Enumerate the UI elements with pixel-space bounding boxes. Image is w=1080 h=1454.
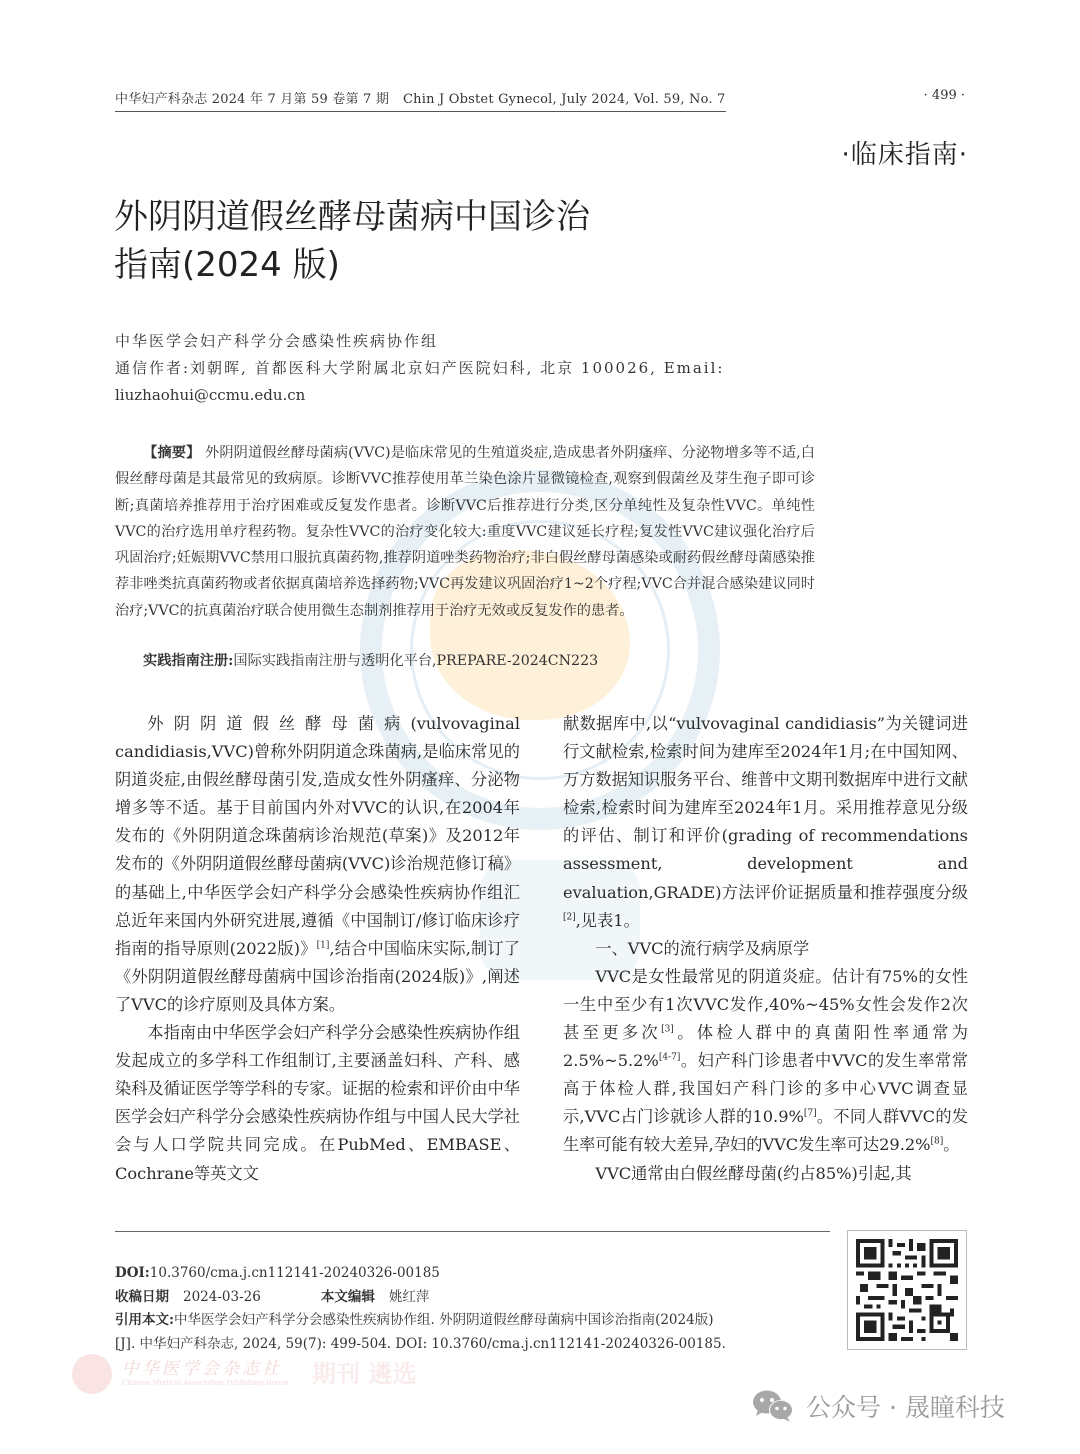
received-date: 2024-03-26 xyxy=(183,1288,261,1305)
paragraph-text: 献数据库中,以“vulvovaginal candidiasis”为关键词进行文献检索,检索时间为建库至2024年1月;在中国知网、万方数据知识服务平台、维普中文期刊数据库中进行文献检索,检索时间为建库至2024年1月。采用推荐意见分级的评估、制订和评价(grading of recommendations assessment, development and evaluation,GRADE)方法评价证据质量和推荐强度分级 xyxy=(563,714,968,902)
publisher-flower-icon xyxy=(72,1354,112,1394)
paragraph-text: ,见表1。 xyxy=(575,910,640,930)
paragraph-intro xyxy=(115,710,520,1019)
body-column-left xyxy=(115,710,520,1188)
abstract-label: 【摘要】 xyxy=(143,445,201,461)
received-label: 收稿日期 xyxy=(115,1288,169,1305)
doi-line xyxy=(115,1262,835,1286)
citation-ref[interactable]: [1] xyxy=(316,940,330,951)
citation-ref[interactable]: [2] xyxy=(563,912,576,923)
page-number: · 499 · xyxy=(923,88,965,103)
footer-divider xyxy=(115,1231,830,1232)
journal-name-en: Chin J Obstet Gynecol, July 2024, Vol. 59, No. 7 xyxy=(403,92,726,107)
body-column-right xyxy=(563,710,968,1188)
qr-code-icon[interactable] xyxy=(847,1230,967,1350)
paragraph-text: 。不同人群VVC的发生率可能有较大差异,孕妇的VVC发生率可达29.2% xyxy=(563,1107,969,1155)
author-group: 中华医学会妇产科学分会感染性疾病协作组 xyxy=(115,332,439,350)
paragraph-methods: 本指南由中华医学会妇产科学分会感染性疾病协作组发起成立的多学科工作组制订,主要涵盖妇科、产科、感染科及循证医学等学科的专家。证据的检索和评价由中华医学会妇产科学分会感染性疾病协作组与中国人民大学社会与人口学院共同完成。在PubMed、EMBASE、Cochrane等英文文 xyxy=(115,1023,520,1183)
qr-code-graphic xyxy=(856,1239,958,1341)
paragraph-text: ,结合中国临床实际,制订了《外阴阴道假丝酵母菌病中国诊治指南(2024版)》,阐述了VVC的诊疗原则及具体方案。 xyxy=(115,938,520,1014)
citation-line-1 xyxy=(115,1309,835,1333)
corresponding-author: 通信作者:刘朝晖, 首都医科大学附属北京妇产医院妇科, 北京 100026, Email: xyxy=(115,359,725,377)
citation-ref[interactable]: [7] xyxy=(803,1108,817,1119)
wechat-account-label: 公众号 · 晟瞳科技 xyxy=(806,1393,1005,1422)
registration-label: 实践指南注册: xyxy=(143,653,234,669)
author-email[interactable]: liuzhaohui@ccmu.edu.cn xyxy=(115,386,306,404)
paragraph-search xyxy=(563,710,968,935)
citation-ref[interactable]: [3] xyxy=(661,1024,674,1035)
abstract xyxy=(115,440,815,624)
doi-label: DOI: xyxy=(115,1265,150,1281)
registration-text: 国际实践指南注册与透明化平台,PREPARE-2024CN223 xyxy=(233,653,599,669)
citation-line-2: [J]. 中华妇产科杂志, 2024, 59(7): 499-504. DOI: 10.3760/cma.j.cn112141-20240326-00185. xyxy=(115,1335,726,1352)
journal-name-cn: 中华妇产科杂志 2024 年 7 月第 59 卷第 7 期 xyxy=(115,92,390,107)
publisher-name: 中华医学会杂志社 xyxy=(122,1359,282,1379)
abstract-text: 外阴阴道假丝酵母菌病(VVC)是临床常见的生殖道炎症,造成患者外阴瘙痒、分泌物增多等不适,白假丝酵母菌是其最常见的致病原。诊断VVC推荐使用革兰染色涂片显微镜检查,观察到假菌丝及芽生孢子即可诊断;真菌培养推荐用于治疗困难或反复发作患者。诊断VVC后推荐进行分类,区分单纯性及复杂性VVC。单纯性VVC的治疗选用单疗程药物。复杂性VVC的治疗变化较大:重度VVC建议延长疗程;复发性VVC建议强化治疗后巩固治疗;妊娠期VVC禁用口服抗真菌药物,推荐阴道唑类药物治疗;非白假丝酵母菌感染或耐药假丝酵母菌感染推荐非唑类抗真菌药物或者依据真菌培养选择药物;VVC再发建议巩固治疗1~2个疗程;VVC合并混合感染建议同时治疗;VVC的抗真菌治疗联合使用微生态制剂推荐用于治疗无效或反复发作的患者。 xyxy=(115,445,815,619)
title-line-1: 外阴阴道假丝酵母菌病中国诊治 xyxy=(114,197,590,237)
section-heading-epidemiology: 一、VVC的流行病学及病原学 xyxy=(595,938,810,958)
cite-label: 引用本文: xyxy=(115,1312,174,1328)
citation-ref[interactable]: [8] xyxy=(930,1137,944,1148)
editor-name: 姚红萍 xyxy=(388,1288,430,1305)
article-title xyxy=(114,193,590,289)
paragraph-text: 。体检人群中的真菌阳性率通常为2.5%~5.2% xyxy=(563,1023,968,1071)
doi-link[interactable]: 10.3760/cma.j.cn112141-20240326-00185 xyxy=(149,1265,440,1281)
article-footer xyxy=(115,1262,835,1356)
paragraph-epidemiology xyxy=(563,963,968,1160)
paragraph-text: 。 xyxy=(943,1135,960,1155)
running-header xyxy=(115,88,726,112)
received-editor-line xyxy=(115,1286,835,1310)
author-block xyxy=(115,328,724,409)
publisher-slogan: 期刊 遴选 xyxy=(312,1360,417,1388)
paragraph-text: 外阴阴道假丝酵母菌病(vulvovaginal candidiasis,VVC)曾称外阴阴道念珠菌病,是临床常见的阴道炎症,由假丝酵母菌引发,造成女性外阴瘙痒、分泌物增多等不适。基于目前国内外对VVC的认识,在2004年发布的《外阴阴道念珠菌病诊治规范(草案)》及2012年发布的《外阴阴道假丝酵母菌病(VVC)诊治规范修订稿》的基础上,中华医学会妇产科学分会感染性疾病协作组汇总近年来国内外研究进展,遵循《中国制订/修订临床诊疗指南的指导原则(2022版)》 xyxy=(115,714,520,958)
title-line-2: 指南(2024 版) xyxy=(114,245,340,285)
paragraph-text: 。妇产科门诊患者中VVC的发生率常常高于体检人群,我国妇产科门诊的多中心VVC调查显示,VVC占门诊就诊人群的10.9% xyxy=(563,1051,968,1127)
paragraph-pathogen: VVC通常由白假丝酵母菌(约占85%)引起,其 xyxy=(595,1163,912,1183)
editor-label: 本文编辑 xyxy=(320,1288,375,1305)
section-label: ·临床指南· xyxy=(841,140,968,170)
wechat-account-watermark xyxy=(752,1388,1005,1424)
paragraph-text: VVC是女性最常见的阴道炎症。估计有75%的女性一生中至少有1次VVC发作,40%~45%女性会发作2次甚至更多次 xyxy=(563,966,968,1043)
citation-ref[interactable]: [4-7] xyxy=(658,1052,681,1063)
guideline-registration xyxy=(143,650,598,670)
publisher-name-en: Chinese Medical Association Publishing House xyxy=(122,1379,289,1387)
cite-text-1: 中华医学会妇产科学分会感染性疾病协作组. 外阴阴道假丝酵母菌病中国诊治指南(2024版) xyxy=(173,1312,714,1328)
wechat-icon xyxy=(752,1389,794,1423)
